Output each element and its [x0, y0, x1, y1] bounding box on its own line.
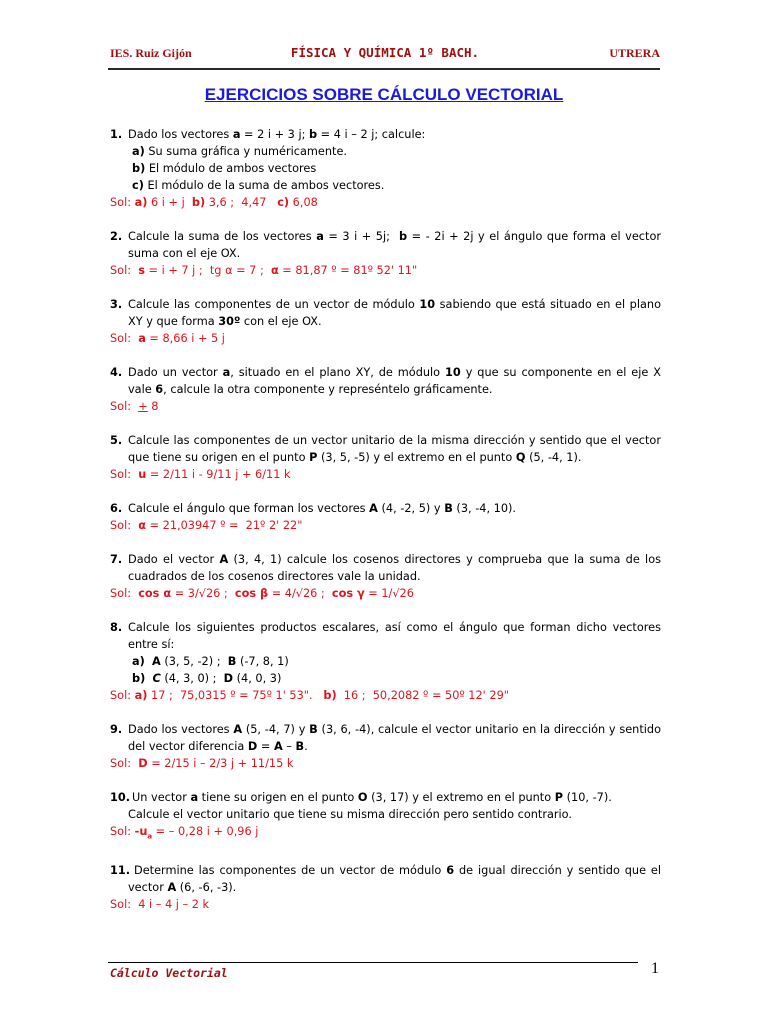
- exercise-statement: 8. Calcule los siguientes productos escalares, así como el ángulo que forman dicho vectores entre sí:: [110, 621, 661, 651]
- exercise-list: [110, 126, 661, 913]
- exercise-statement: 5. Calcule las componentes de un vector unitario de la misma dirección y sentido que el vector que tiene su origen en el punto P (3, 5, -5) y el extremo en el punto Q (5, -4, 1).: [110, 434, 661, 464]
- exercise-part: b) El módulo de ambos vectores: [132, 162, 317, 175]
- footer-title: Cálculo Vectorial: [110, 966, 228, 980]
- exercise-statement: 2. Calcule la suma de los vectores a = 3 i + 5j; b = - 2i + 2j y el ángulo que forma el vector suma con el eje OX.: [110, 230, 661, 260]
- exercise-part: c) El módulo de la suma de ambos vectores.: [132, 179, 385, 192]
- exercise-statement: 3. Calcule las componentes de un vector de módulo 10 sabiendo que está situado en el plano XY y que forma 30º con el eje OX.: [110, 298, 661, 328]
- page-number: 1: [651, 960, 659, 977]
- solution: Sol: a) 6 i + j b) 3,6 ; 4,47 c) 6,08: [110, 196, 318, 209]
- header-school: IES. Ruiz Gijón: [110, 46, 192, 60]
- page-title: EJERCICIOS SOBRE CÁLCULO VECTORIAL: [204, 85, 564, 104]
- exercise-statement: 1. Dado los vectores a = 2 i + 3 j; b = 4 i – 2 j; calcule:: [110, 128, 426, 141]
- header-city: UTRERA: [609, 46, 660, 60]
- exercise-part: a) A (3, 5, -2) ; B (-7, 8, 1): [132, 655, 289, 668]
- solution: Sol: D = 2/15 i – 2/3 j + 11/15 k: [110, 757, 294, 770]
- exercise-statement: 7. Dado el vector A (3, 4, 1) calcule los cosenos directores y comprueba que la suma de los cuadrados de los cosenos directores vale la unidad.: [110, 553, 661, 583]
- exercise-statement: 9. Dado los vectores A (5, -4, 7) y B (3, 6, -4), calcule el vector unitario en la dirección y sentido del vector diferencia D = A – B.: [110, 723, 661, 753]
- exercise-10: [110, 789, 661, 845]
- exercise-4: [110, 364, 661, 415]
- exercise-7: [110, 551, 661, 602]
- solution: Sol: cos α = 3/√26 ; cos β = 4/√26 ; cos γ = 1/√26: [110, 587, 414, 600]
- page-header: [110, 44, 660, 66]
- exercise-statement: 6. Calcule el ángulo que forman los vectores A (4, -2, 5) y B (3, -4, 10).: [110, 502, 517, 515]
- solution: Sol: 4 i – 4 j – 2 k: [110, 898, 210, 912]
- solution: Sol: a) 17 ; 75,0315 º = 75º 1' 53". b) 16 ; 50,2082 º = 50º 12' 29": [110, 689, 509, 702]
- exercise-statement: 4. Dado un vector a, situado en el plano XY, de módulo 10 y que su componente en el eje X vale 6, calcule la otra componente y represéntelo gráficamente.: [110, 366, 662, 396]
- solution: Sol: a = 8,66 i + 5 j: [110, 332, 225, 345]
- exercise-1: [110, 126, 661, 211]
- exercise-part: b) C (4, 3, 0) ; D (4, 0, 3): [132, 672, 282, 685]
- exercise-statement: 10. Un vector a tiene su origen en el punto O (3, 17) y el extremo en el punto P (10, -7). Calcule el vector unitario que tiene su misma dirección pero sentido contrario.: [110, 791, 612, 821]
- header-divider: [108, 68, 660, 70]
- solution: Sol: u = 2/11 i - 9/11 j + 6/11 k: [110, 468, 291, 481]
- solution: Sol: α = 21,03947 º = 21º 2' 22": [110, 519, 303, 532]
- solution: Sol: + 8: [110, 400, 159, 413]
- exercise-part: a) Su suma gráfica y numéricamente.: [132, 145, 348, 158]
- footer-divider: [108, 962, 638, 963]
- header-subject: FÍSICA Y QUÍMICA 1º BACH.: [290, 45, 480, 60]
- exercise-6: [110, 500, 661, 534]
- exercise-5: [110, 432, 661, 483]
- exercise-statement: 11. Determine las componentes de un vector de módulo 6 de igual dirección y sentido que el vector A (6, -6, -3).: [110, 864, 662, 895]
- exercise-2: [110, 228, 661, 279]
- solution: Sol: $-u_a$ = – 0,28 i + 0,96 j: [110, 825, 259, 841]
- solution: Sol: s = i + 7 j ; tg α = 7 ; α = 81,87 º = 81º 52' 11": [110, 264, 418, 277]
- exercise-3: [110, 296, 661, 347]
- exercise-11: [110, 862, 661, 913]
- exercise-8: [110, 619, 661, 704]
- exercise-9: [110, 721, 661, 772]
